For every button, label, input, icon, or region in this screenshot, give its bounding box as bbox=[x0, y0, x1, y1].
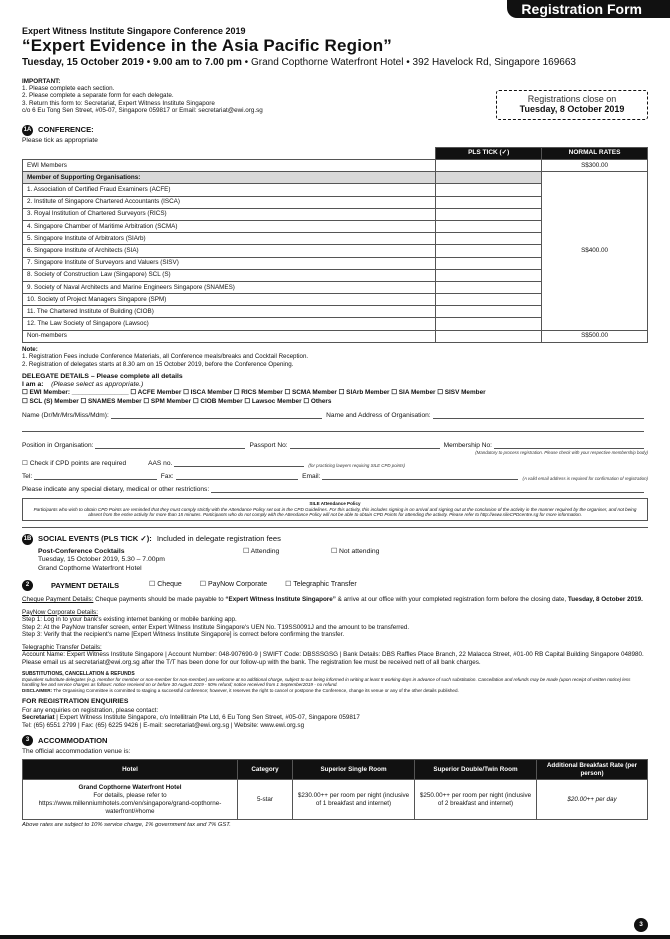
organisation-tick[interactable] bbox=[436, 318, 542, 330]
position-field[interactable] bbox=[95, 441, 245, 449]
organisation-name: 1. Association of Certified Fraud Examiners (ACFE) bbox=[23, 184, 436, 196]
substitutions-title: SUBSTITUTIONS, CANCELLATION & REFUNDS bbox=[22, 670, 135, 677]
ewi-members-rate: S$300.00 bbox=[542, 160, 648, 172]
section-1a-heading bbox=[22, 125, 648, 136]
accommodation-table bbox=[22, 759, 648, 820]
important-block bbox=[22, 78, 648, 122]
conference-date: Tuesday, 15 October 2019 • 9.00 am to 7.00 pm bbox=[22, 57, 242, 69]
contact-row bbox=[22, 468, 648, 481]
supporting-orgs-header: Member of Supporting Organisations: bbox=[23, 172, 436, 184]
organisation-tick[interactable] bbox=[436, 306, 542, 318]
not-attending-option[interactable]: ☐ Not attending bbox=[331, 547, 380, 555]
organisation-tick[interactable] bbox=[436, 269, 542, 281]
supporting-orgs-rate: S$400.00 bbox=[542, 172, 648, 330]
section-1a-badge: 1A bbox=[22, 125, 33, 136]
member-checkbox-row-2[interactable]: ☐ SCL (S) Member ☐ SNAMES Member ☐ SPM Member ☐ CIOB Member ☐ Lawsoc Member ☐ Others bbox=[22, 398, 332, 406]
section-1b-heading bbox=[22, 534, 648, 545]
name-label: Name (Dr/Mr/Mrs/Miss/Mdm): bbox=[22, 411, 109, 419]
membership-note: (Mandatory to process registration. Please check with your respective membership body) bbox=[475, 449, 648, 455]
important-item: c/o 6 Eu Tong Sen Street, #05-07, Singapore 059817 or Email: secretariat@ewi.org.sg bbox=[22, 107, 263, 115]
tel-field[interactable] bbox=[34, 472, 157, 480]
enquiries-title: FOR REGISTRATION ENQUIRIES bbox=[22, 698, 129, 706]
delegate-details-title bbox=[22, 373, 648, 389]
important-label: IMPORTANT: bbox=[22, 77, 61, 85]
accommodation-footnote: Above rates are subject to 10% service charge, 1% government tax and 7% GST. bbox=[22, 822, 231, 829]
attending-option[interactable]: ☐ Attending bbox=[243, 547, 280, 555]
sile-text: Participants who wish to obtain CPD Points are reminded that they must comply strictly with the Attendance Policy set out in the CPD Guidelines. For this activity, this includes signing in on arrival and signing out at the conclusion of the activity in the manner required by the organiser, and not being absent from the entire activity for more than 15 minutes. Participants who do not comply with the Attendance Policy will not be able to obtain CPD Points for attending the activity. Please refer to http://www.sileCPDcentre.sg for more information. bbox=[33, 506, 637, 518]
aas-note: (for practicing lawyers requiring SILE CPD points) bbox=[308, 462, 405, 468]
non-members-tick[interactable] bbox=[436, 330, 542, 342]
org-address-row bbox=[22, 420, 648, 433]
section-1b-badge: 1B bbox=[22, 534, 33, 545]
hotel-detail: For details, please refer to https://www.millenniumhotels.com/en/singapore/grand-copthorne-waterfront/#home bbox=[38, 792, 222, 815]
hotel-header: Hotel bbox=[23, 760, 238, 780]
cheque-option[interactable]: ☐ Cheque bbox=[149, 581, 182, 589]
rate-column-header: NORMAL RATES bbox=[542, 147, 648, 159]
cheque-details bbox=[22, 596, 648, 604]
passport-field[interactable] bbox=[290, 441, 440, 449]
membership-label: Membership No: bbox=[443, 441, 492, 449]
position-label: Position in Organisation: bbox=[22, 441, 94, 449]
supporting-orgs-header-tick bbox=[436, 172, 542, 184]
note-item: 1. Registration Fees include Conference Materials, all Conference meals/breaks and Cocktail Reception. bbox=[22, 353, 309, 361]
membership-field[interactable] bbox=[494, 441, 644, 449]
close-line-1: Registrations close on bbox=[527, 93, 617, 104]
cheque-label: Cheque Payment Details: bbox=[22, 596, 94, 604]
tt-option[interactable]: ☐ Telegraphic Transfer bbox=[285, 581, 357, 589]
table-row bbox=[23, 780, 648, 820]
tel-label: Tel: bbox=[22, 473, 33, 480]
breakfast-header: Additional Breakfast Rate (per person) bbox=[537, 760, 648, 780]
organisation-name: 3. Royal Institution of Chartered Surveyors (RICS) bbox=[23, 208, 436, 220]
enquiries-block bbox=[22, 698, 648, 729]
position-field-row bbox=[22, 437, 648, 450]
organisation-name: 10. Society of Project Managers Singapore (SPM) bbox=[23, 294, 436, 306]
accommodation-header-row bbox=[23, 760, 648, 780]
org-field[interactable] bbox=[433, 411, 644, 419]
cheque-payee: “Expert Witness Institute Singapore” bbox=[225, 596, 336, 604]
conference-org-title: Expert Witness Institute Singapore Conference 2019 bbox=[22, 26, 246, 36]
paynow-step: Step 1: Log in to your bank's existing internet banking or mobile banking app. bbox=[22, 616, 237, 624]
payment-title: PAYMENT DETAILS bbox=[51, 581, 120, 591]
single-header: Superior Single Room bbox=[293, 760, 415, 780]
dietary-field[interactable] bbox=[211, 485, 644, 493]
form-content bbox=[22, 26, 648, 830]
social-event-row bbox=[22, 548, 648, 573]
email-note: (A valid email address is required for confirmation of registration) bbox=[522, 475, 648, 481]
tt-label: Telegraphic Transfer Details: bbox=[22, 643, 102, 651]
fax-field[interactable] bbox=[176, 472, 299, 480]
important-item: 2. Please complete a separate form for each delegate. bbox=[22, 92, 174, 100]
dietary-row bbox=[22, 481, 648, 494]
organisation-name: 5. Singapore Institute of Arbitrators (SIArb) bbox=[23, 233, 436, 245]
paynow-details bbox=[22, 609, 648, 639]
event-details bbox=[38, 548, 243, 573]
table-header-row bbox=[23, 147, 648, 159]
conference-date-venue bbox=[22, 57, 648, 70]
iam-note: (Please select as appropriate.) bbox=[51, 381, 144, 389]
table-row bbox=[23, 330, 648, 342]
close-line-2: Tuesday, 8 October 2019 bbox=[519, 104, 625, 115]
dietary-label: Please indicate any special dietary, medical or other restrictions: bbox=[22, 486, 210, 493]
organisation-name: 4. Singapore Chamber of Maritime Arbitration (SCMA) bbox=[23, 220, 436, 232]
cheque-text-1: Cheque payments should be made payable to bbox=[93, 596, 226, 604]
conference-rates-table bbox=[22, 147, 648, 343]
registration-close-box bbox=[496, 90, 648, 120]
tt-text: Account Name: Expert Witness Institute Singapore | Account Number: 048-907690-9 | SWIFT Code: DBSSSGSG | Bank Details: DBS Raffles Place Branch, 22 Malacca Street, #01-00 RB Capital Building Singapore 048980. Please email us at secretariat@ewi.org.sg after the T/T has been done for our follow-up with the bank. The registration fee must be received nett of all bank charges. bbox=[22, 651, 644, 667]
cheque-text-2: & arrive at our office with your completed registration form before the closing date, bbox=[335, 596, 568, 604]
cpd-checkbox[interactable]: ☐ Check if CPD points are required bbox=[22, 460, 127, 467]
aas-field[interactable] bbox=[174, 459, 304, 467]
email-field[interactable] bbox=[322, 472, 518, 480]
divider bbox=[22, 527, 648, 528]
section-2-badge: 2 bbox=[22, 580, 33, 591]
section-1a-title: CONFERENCE: bbox=[38, 125, 94, 135]
organisation-name: 8. Society of Construction Law (Singapore) SCL (S) bbox=[23, 269, 436, 281]
section-3-title: ACCOMMODATION bbox=[38, 735, 108, 745]
ewi-members-label: EWI Members bbox=[23, 160, 436, 172]
enquiries-line-3: Tel: (65) 6551 2799 | Fax: (65) 6225 9426 | E-mail: secretariat@ewi.org.sg | Website: www.ewi.org.sg bbox=[22, 721, 305, 729]
organisation-name: 6. Singapore Institute of Architects (SIA) bbox=[23, 245, 436, 257]
organisation-tick[interactable] bbox=[436, 184, 542, 196]
bottom-bar bbox=[0, 935, 670, 939]
org-address-field[interactable] bbox=[22, 424, 644, 432]
hotel-name: Grand Copthorne Waterfront Hotel bbox=[78, 784, 182, 792]
fax-label: Fax: bbox=[160, 473, 174, 480]
note-item: 2. Registration of delegates starts at 8.30 am on 15 October 2019, before the Conference Opening. bbox=[22, 360, 294, 368]
category-header: Category bbox=[238, 760, 293, 780]
name-field-row bbox=[22, 407, 648, 420]
enquiries-line-2: | Expert Witness Institute Singapore, c/o Intellitrain Pte Ltd, 6 Eu Tong Sen Street, #05-07, Singapore 059817 bbox=[54, 714, 360, 722]
paynow-step: Step 2: At the PayNow transfer screen, enter Expert Witness Institute Singapore's UEN No. T19SS0091J and the amount to be transferred. bbox=[22, 623, 410, 631]
important-item: 3. Return this form to: Secretariat, Expert Witness Institute Singapore bbox=[22, 99, 215, 107]
organisation-tick[interactable] bbox=[436, 245, 542, 257]
section-1a-subtitle: Please tick as appropriate bbox=[22, 136, 98, 144]
organisation-tick[interactable] bbox=[436, 208, 542, 220]
conference-venue: • Grand Copthorne Waterfront Hotel • 392 Havelock Rd, Singapore 169663 bbox=[241, 57, 576, 69]
passport-label: Passport No: bbox=[249, 441, 288, 449]
hotel-cell bbox=[23, 780, 238, 820]
section-1b-title: SOCIAL EVENTS (PLS TICK ✓): bbox=[38, 534, 152, 544]
cpd-row bbox=[22, 455, 648, 468]
payment-heading bbox=[22, 580, 648, 591]
section-3-badge: 3 bbox=[22, 735, 33, 746]
paynow-step: Step 3: Verify that the recipient's name [Expert Witness Institute Singapore] is correct before confirming the transfer. bbox=[22, 631, 345, 639]
cheque-date: Tuesday, 8 October 2019. bbox=[567, 596, 643, 604]
org-label: Name and Address of Organisation: bbox=[326, 411, 431, 419]
iam-label: I am a: bbox=[22, 381, 44, 389]
organisation-tick[interactable] bbox=[436, 233, 542, 245]
paynow-label: PayNow Corporate Details: bbox=[22, 608, 98, 616]
important-item: 1. Please complete each section. bbox=[22, 85, 115, 93]
section-3-subtitle: The official accommodation venue is: bbox=[22, 748, 131, 756]
organisation-name: 12. The Law Society of Singapore (Lawsoc) bbox=[23, 318, 436, 330]
organisation-tick[interactable] bbox=[436, 294, 542, 306]
double-rate-cell: $250.00++ per room per night (inclusive of 2 breakfast and internet) bbox=[415, 780, 537, 820]
event-date: Tuesday, 15 October 2019, 5.30 – 7.00pm bbox=[38, 556, 165, 564]
disclaimer-label: DISCLAIMER: bbox=[22, 687, 53, 693]
breakfast-rate-cell: $20.00++ per day bbox=[537, 780, 648, 820]
sile-policy-box bbox=[22, 498, 648, 521]
member-checkbox-row-1[interactable]: ☐ EWI Member: ________________ ☐ ACFE Member ☐ ISCA Member ☐ RICS Member ☐ SCMA Member ☐ SIArb Member ☐ SIA Member ☐ SISV Member bbox=[22, 389, 486, 397]
event-title: Post-Conference Cocktails bbox=[38, 547, 125, 555]
notes-label: Note: bbox=[22, 345, 38, 353]
blank-header-cell bbox=[23, 147, 436, 159]
email-label: Email: bbox=[302, 473, 321, 480]
registration-form-badge: Registration Form bbox=[507, 0, 670, 18]
aas-label: AAS no. bbox=[148, 460, 173, 467]
substitutions-text: Equivalent substitute delegates (e.g. member for member or non-member for non-member) are welcome at no additional charge, subject to our being informed in writing at least 5 working days in advance of such substitution. Cancellation and refunds may be made (upon receipt of written notice) less handling fee and service charges as follows: notice received on or before 30 August 2019 - 50% refund; notice received from 1 September2019 - no refund. bbox=[22, 676, 631, 688]
organisation-name: 7. Singapore Institute of Surveyors and Valuers (SISV) bbox=[23, 257, 436, 269]
non-members-rate: S$500.00 bbox=[542, 330, 648, 342]
organisation-tick[interactable] bbox=[436, 281, 542, 293]
double-header: Superior Double/Twin Room bbox=[415, 760, 537, 780]
sile-title: SILE Attendance Policy bbox=[309, 501, 361, 507]
delegate-title-text: DELEGATE DETAILS – Please complete all details bbox=[22, 373, 183, 381]
page-number: 3 bbox=[634, 918, 648, 932]
ewi-members-tick[interactable] bbox=[436, 160, 542, 172]
organisation-name: 11. The Chartered Institute of Building (CIOB) bbox=[23, 306, 436, 318]
secretariat-label: Secretariat bbox=[22, 714, 55, 722]
substitutions-block bbox=[22, 671, 648, 694]
non-members-label: Non-members bbox=[23, 330, 436, 342]
table-row bbox=[23, 172, 648, 184]
organisation-name: 2. Institute of Singapore Chartered Accountants (ISCA) bbox=[23, 196, 436, 208]
name-field[interactable] bbox=[111, 411, 322, 419]
notes-block bbox=[22, 346, 648, 368]
organisation-name: 9. Society of Naval Architects and Marine Engineers Singapore (SNAMES) bbox=[23, 281, 436, 293]
single-rate-cell: $230.00++ per room per night (inclusive of 1 breakfast and internet) bbox=[293, 780, 415, 820]
organisation-tick[interactable] bbox=[436, 220, 542, 232]
organisation-tick[interactable] bbox=[436, 196, 542, 208]
conference-main-title: “Expert Evidence in the Asia Pacific Region” bbox=[22, 36, 393, 56]
disclaimer-text: The Organising Committee is committed to staging a successful conference; however, it reserves the right to cancel or postpone the Conference, change its venue or any of the other details published. bbox=[52, 687, 459, 693]
enquiries-line-1: For any enquiries on registration, please contact: bbox=[22, 706, 159, 714]
paynow-option[interactable]: ☐ PayNow Corporate bbox=[199, 581, 268, 589]
event-venue: Grand Copthorne Waterfront Hotel bbox=[38, 564, 142, 572]
section-3-heading bbox=[22, 735, 648, 746]
organisation-tick[interactable] bbox=[436, 257, 542, 269]
category-cell: 5-star bbox=[238, 780, 293, 820]
tt-details bbox=[22, 644, 648, 667]
tick-column-header: PLS TICK (✓) bbox=[436, 147, 542, 159]
table-row bbox=[23, 160, 648, 172]
section-1b-subtitle: Included in delegate registration fees bbox=[156, 534, 281, 544]
